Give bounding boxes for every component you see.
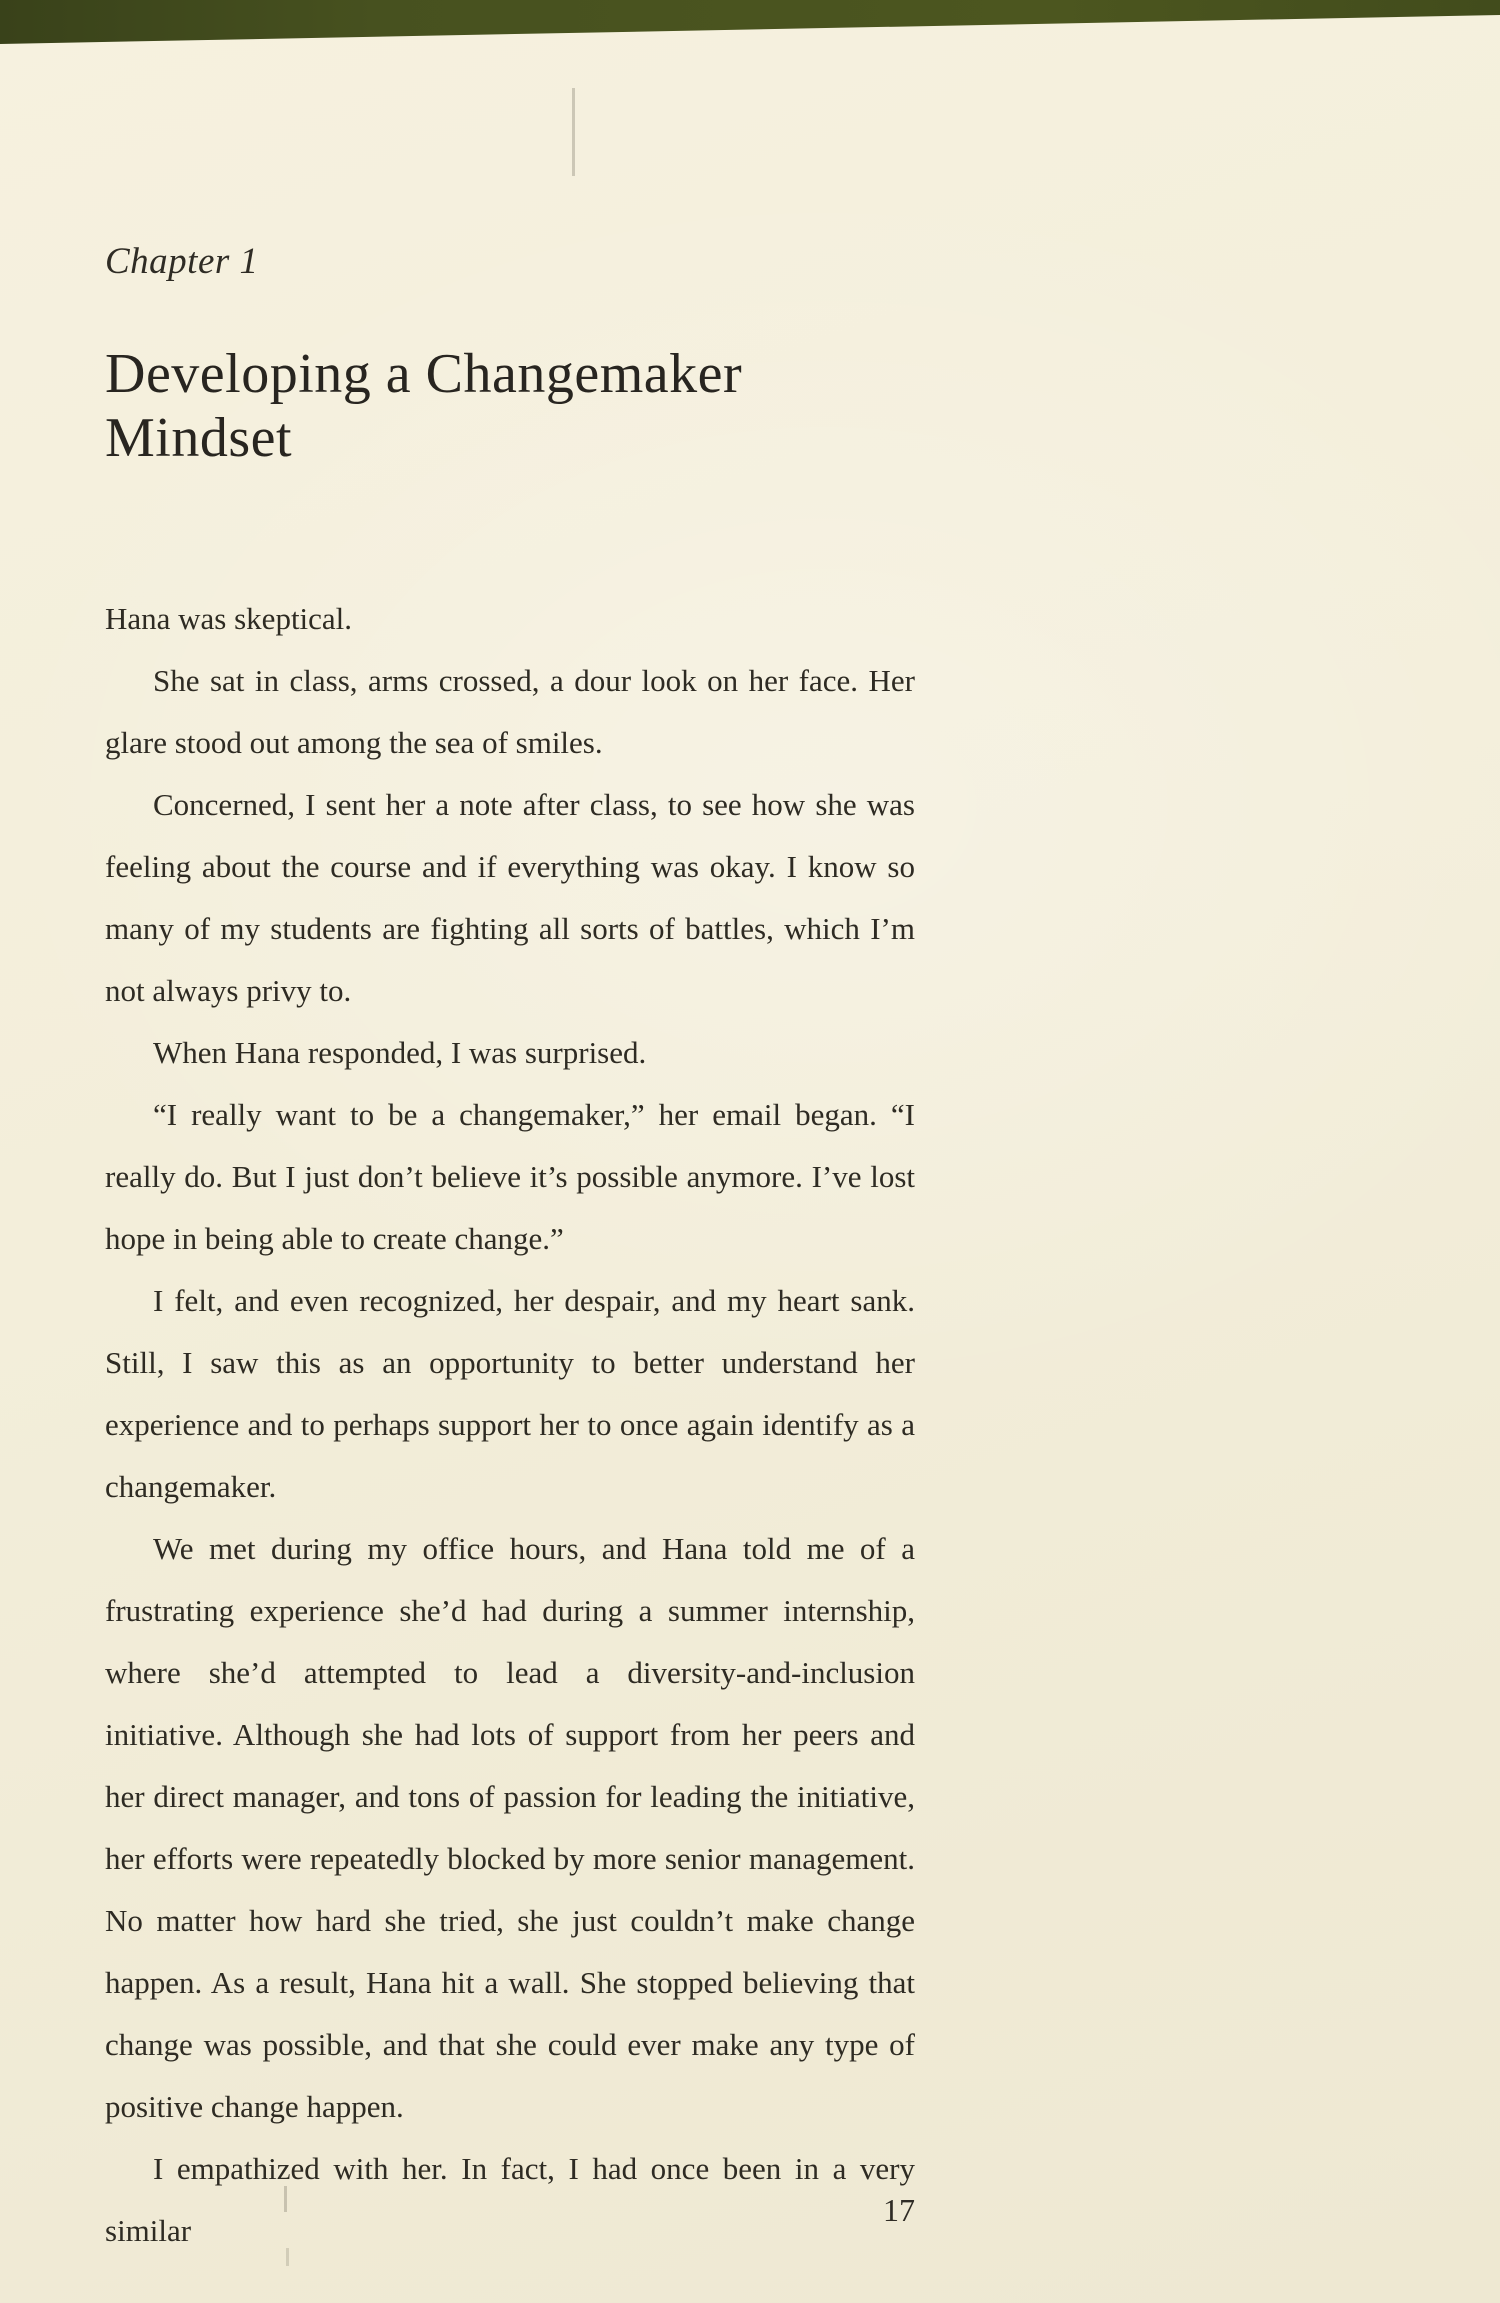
chapter-label: Chapter 1 bbox=[105, 241, 259, 282]
scan-artifact bbox=[572, 88, 575, 176]
paragraph: We met during my office hours, and Hana told me of a frustrating experience she’d had during a summer internship, where she’d attempted to lead a diversity-and-inclusion initiative. Although she had lots of support from her peers and her direct manager, and tons of passion for leading the initiative, her efforts were repeatedly blocked by more senior management. No matter how hard she tried, she just couldn’t make change happen. As a result, Hana hit a wall. She stopped believing that change was possible, and that she could ever make any type of positive change happen. bbox=[105, 1531, 915, 2124]
paragraph: “I really want to be a changemaker,” her email began. “I really do. But I just don’t believe it’s possible anymore. I’ve lost hope in being able to create change.” bbox=[105, 1097, 915, 1256]
paragraph: She sat in class, arms crossed, a dour look on her face. Her glare stood out among the sea of smiles. bbox=[105, 663, 915, 760]
paragraph: Concerned, I sent her a note after class, to see how she was feeling about the course and if everything was okay. I know so many of my students are fighting all sorts of battles, which I’m not always privy to. bbox=[105, 787, 915, 1008]
page-content bbox=[105, 240, 915, 2262]
scan-edge-band bbox=[0, 0, 1500, 52]
paragraph: When Hana responded, I was surprised. bbox=[153, 1035, 647, 1070]
body-paragraphs bbox=[105, 588, 915, 2262]
paragraph: Hana was skeptical. bbox=[105, 601, 353, 636]
page-number: 17 bbox=[883, 2192, 915, 2228]
paragraph: I felt, and even recognized, her despair, and my heart sank. Still, I saw this as an opportunity to better understand her experience and to perhaps support her to once again identify as a changemaker. bbox=[105, 1283, 915, 1504]
scan-artifact bbox=[286, 2248, 289, 2266]
paragraph: I empathized with her. In fact, I had once been in a very similar bbox=[105, 2151, 915, 2248]
chapter-title: Developing a Changemaker Mindset bbox=[105, 343, 743, 469]
